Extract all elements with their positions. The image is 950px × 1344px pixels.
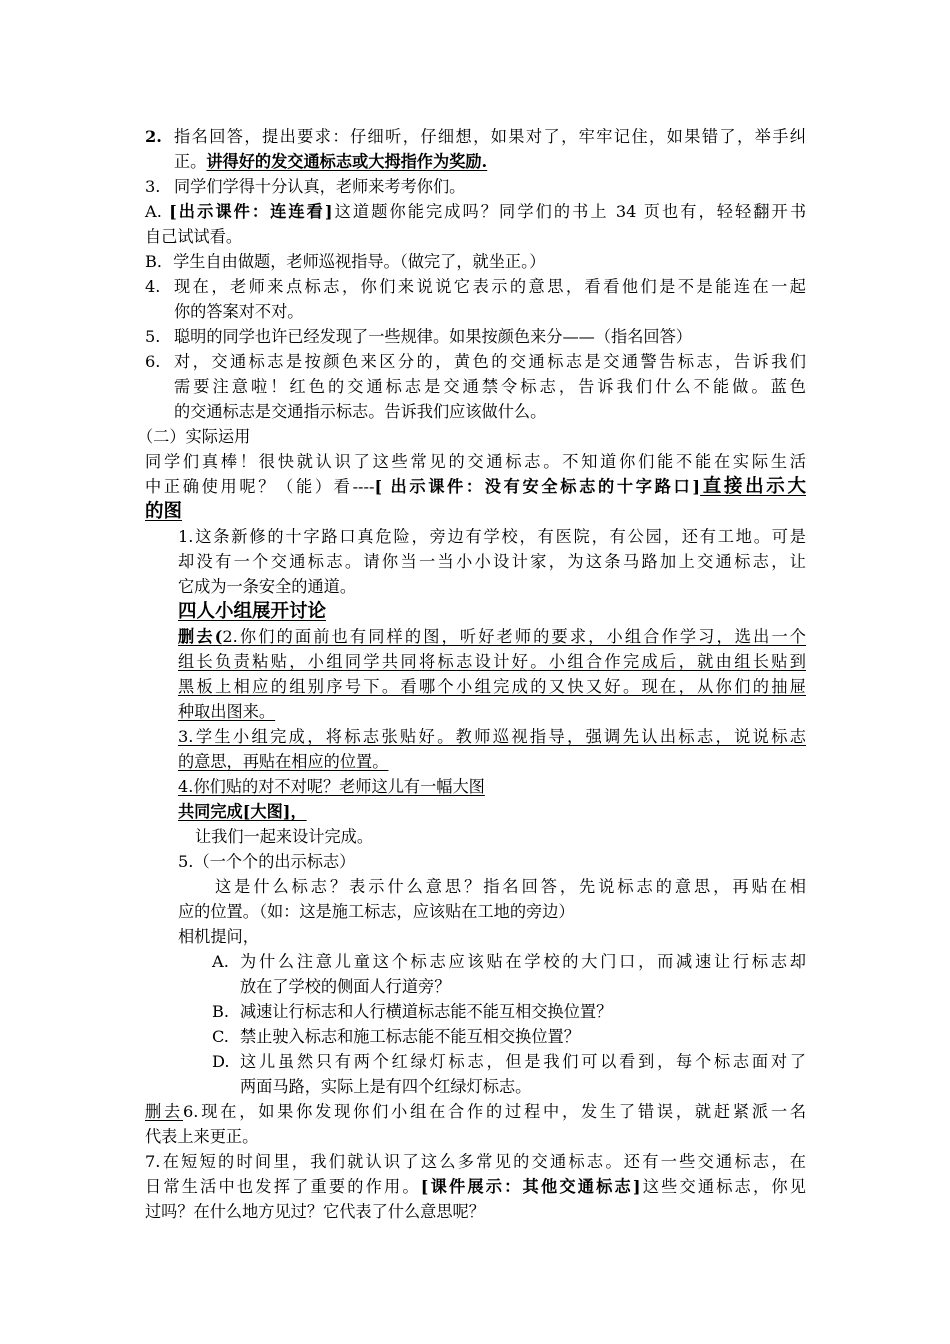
list-number: 3. (145, 177, 161, 196)
courseware-label: [课件展示：其他交通标志] (420, 1177, 641, 1196)
paragraph-line: 正。讲得好的发交通标志或大拇指作为奖励. (174, 152, 488, 171)
paragraph-line: 日常生活中也发挥了重要的作用。[课件展示：其他交通标志]这些交通标志，你见 (145, 1177, 806, 1196)
deleted-paragraph-line: 种取出图来。 (178, 702, 276, 721)
list-letter: B. (212, 1002, 230, 1021)
deleted-paragraph-line: 4.你们贴的对不对呢？老师这儿有一幅大图 (178, 777, 485, 796)
paragraph-line: 需要注意啦！红色的交通标志是交通禁令标志，告诉我们什么不能做。蓝色 (174, 377, 806, 396)
list-number: 2. (145, 127, 162, 146)
paragraph-line: 为什么注意儿童这个标志应该贴在学校的大门口，而减速让行标志却 (240, 952, 806, 971)
paragraph-line: 删去6.现在，如果你发现你们小组在合作的过程中，发生了错误，就赶紧派一名 (145, 1102, 806, 1121)
paragraph-line: 现在，老师来点标志，你们来说说它表示的意思，看看他们是不是能连在一起 (174, 277, 806, 296)
paragraph-line: 5.（一个个的出示标志） (178, 852, 356, 871)
paragraph-line: 相机提问， (178, 927, 259, 946)
reward-note: 讲得好的发交通标志或大拇指作为奖励. (206, 152, 488, 171)
paragraph-line: 你的答案对不对。 (174, 302, 304, 321)
paragraph-line: 中正确使用呢？（能）看----[ 出示课件：没有安全标志的十字路口]直接出示大 (145, 476, 806, 497)
deleted-paragraph-line: 组长负责粘贴，小组同学共同将标志设计好。小组合作完成后，就由组长贴到 (178, 652, 806, 671)
delete-mark: 删去( (178, 627, 223, 646)
paragraph-line: 两面马路，实际上是有四个红绿灯标志。 (240, 1077, 532, 1096)
emphasis-text: 直接出示大 (700, 476, 806, 497)
list-number: 6. (145, 352, 161, 371)
courseware-label: [出示课件：连连看] (169, 202, 333, 221)
paragraph-line: 这儿虽然只有两个红绿灯标志，但是我们可以看到，每个标志面对了 (240, 1052, 806, 1071)
paragraph-line: 减速让行标志和人行横道标志能不能互相交换位置？ (240, 1002, 613, 1021)
paragraph-line: 让我们一起来设计完成。 (195, 827, 374, 846)
paragraph-line: 放在了学校的侧面人行道旁？ (240, 977, 451, 996)
paragraph-line: 自己试试看。 (145, 227, 243, 246)
list-number: 4. (145, 277, 161, 296)
paragraph-line: 过吗？在什么地方见过？它代表了什么意思呢？ (145, 1202, 485, 1221)
paragraph-line: 这是什么标志？表示什么意思？指名回答，先说标志的意思，再贴在相 (215, 877, 806, 896)
paragraph-line: 聪明的同学也许已经发现了一些规律。如果按颜色来分——（指名回答） (174, 327, 692, 346)
courseware-label: [ 出示课件：没有安全标志的十字路口] (374, 477, 701, 496)
paragraph-line: 指名回答，提出要求：仔细听，仔细想，如果对了，牢牢记住，如果错了，举手纠 (174, 127, 806, 146)
deleted-paragraph-line: 共同完成[大图]， (178, 802, 307, 821)
paragraph-line: 禁止驶入标志和施工标志能不能互相交换位置？ (240, 1027, 580, 1046)
paragraph-line: A. [出示课件：连连看]这道题你能完成吗？同学们的书上 34 页也有，轻轻翻开书 (145, 202, 807, 221)
deleted-paragraph-line: 黑板上相应的组别序号下。看哪个小组完成的又快又好。现在，从你们的抽屉 (178, 677, 806, 696)
paragraph-line: 7.在短短的时间里，我们就认识了这么多常见的交通标志。还有一些交通标志，在 (145, 1152, 806, 1171)
deleted-paragraph-line: 的意思，再贴在相应的位置。 (178, 752, 389, 771)
list-number: 5. (145, 327, 161, 346)
paragraph-line: 它成为一条安全的通道。 (178, 577, 357, 596)
paragraph-line: 对，交通标志是按颜色来区分的，黄色的交通标志是交通警告标志，告诉我们 (174, 352, 806, 371)
paragraph-line: 1.这条新修的十字路口真危险，旁边有学校，有医院，有公园，还有工地。可是 (178, 527, 806, 546)
deleted-paragraph-line: 3.学生小组完成，将标志张贴好。教师巡视指导，强调先认出标志，说说标志 (178, 727, 806, 746)
paragraph-line: 却没有一个交通标志。请你当一当小小设计家，为这条马路加上交通标志，让 (178, 552, 806, 571)
list-letter: C. (212, 1027, 229, 1046)
delete-mark: 删去 (145, 1102, 183, 1121)
paragraph-line: 同学们学得十分认真，老师来考考你们。 (174, 177, 466, 196)
list-letter: D. (212, 1052, 230, 1071)
paragraph-line: B．学生自由做题，老师巡视指导。（做完了，就坐正。） (145, 252, 546, 271)
paragraph-line: 的交通标志是交通指示标志。告诉我们应该做什么。 (174, 402, 547, 421)
paragraph-line: 代表上来更正。 (145, 1127, 259, 1146)
emphasis-text: 的图 (145, 501, 183, 522)
list-letter: A. (212, 952, 229, 971)
paragraph-line: 同学们真棒！很快就认识了这些常见的交通标志。不知道你们能不能在实际生活 (145, 452, 806, 471)
group-discussion-heading: 四人小组展开讨论 (178, 601, 327, 622)
paragraph-line: 应的位置。（如：这是施工标志，应该贴在工地的旁边） (178, 902, 575, 921)
section-heading: （二）实际运用 (137, 427, 251, 446)
deleted-paragraph-line: 删去(2.你们的面前也有同样的图，听好老师的要求，小组合作学习，选出一个 (178, 627, 806, 646)
